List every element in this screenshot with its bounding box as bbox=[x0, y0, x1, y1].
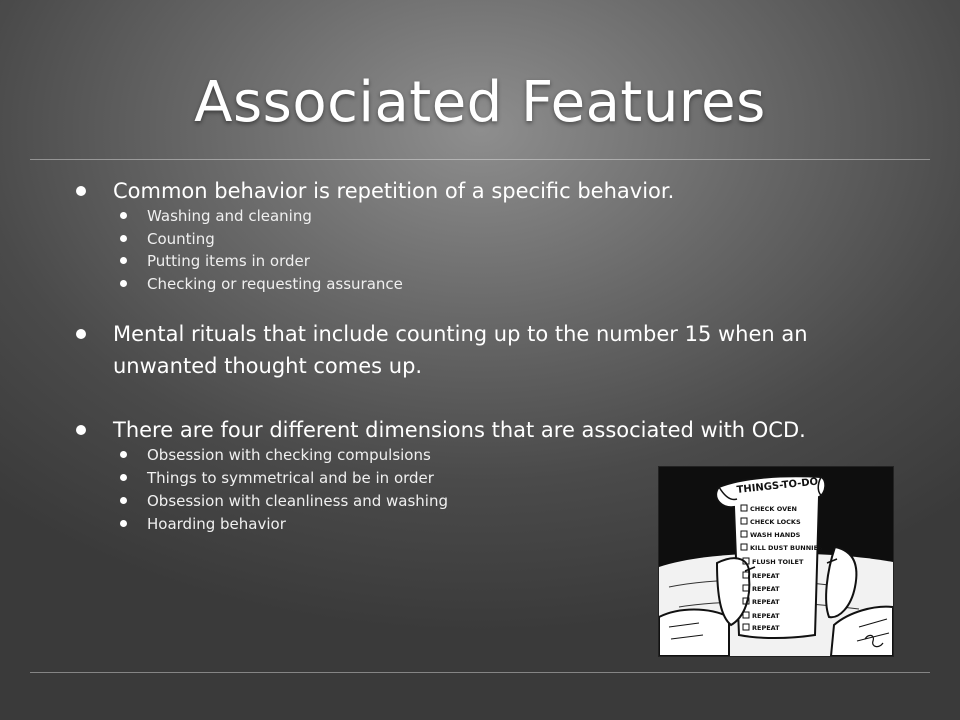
cartoon-heading: THINGS-TO-DO bbox=[736, 476, 819, 496]
cartoon-list-item: CHECK LOCKS bbox=[750, 518, 801, 526]
cartoon-list-item: FLUSH TOILET bbox=[752, 558, 804, 566]
cartoon-list-item: REPEAT bbox=[752, 585, 780, 593]
slide-title: Associated Features bbox=[194, 70, 766, 135]
cartoon-list-item: REPEAT bbox=[752, 572, 780, 580]
sub-bullet-item: Checking or requesting assurance bbox=[147, 275, 403, 293]
sub-bullet-item: Washing and cleaning bbox=[147, 207, 312, 225]
cartoon-illustration bbox=[659, 467, 893, 656]
bullet-item: Common behavior is repetition of a specific behavior. bbox=[113, 175, 843, 207]
bullet-item: There are four different dimensions that are associated with OCD. bbox=[113, 414, 843, 446]
footer-divider bbox=[30, 672, 930, 673]
cartoon-list-item: REPEAT bbox=[752, 598, 780, 606]
cartoon-list-item: REPEAT bbox=[752, 612, 780, 620]
cartoon-list-item: REPEAT bbox=[752, 624, 780, 632]
sub-bullet-item: Hoarding behavior bbox=[147, 515, 286, 533]
cartoon-list-item: KILL DUST BUNNIES bbox=[750, 544, 823, 552]
sub-bullet-item: Counting bbox=[147, 230, 215, 248]
sub-bullet-item: Things to symmetrical and be in order bbox=[147, 469, 434, 487]
cartoon-list-item: CHECK OVEN bbox=[750, 505, 797, 513]
cartoon-list-item: WASH HANDS bbox=[750, 531, 801, 539]
bullet-item: Mental rituals that include counting up to the number 15 when an unwanted thought comes up. bbox=[113, 318, 843, 382]
cartoon-image bbox=[658, 466, 894, 657]
sub-bullet-item: Obsession with checking compulsions bbox=[147, 446, 431, 464]
sub-bullet-item: Obsession with cleanliness and washing bbox=[147, 492, 448, 510]
sub-bullet-item: Putting items in order bbox=[147, 252, 310, 270]
